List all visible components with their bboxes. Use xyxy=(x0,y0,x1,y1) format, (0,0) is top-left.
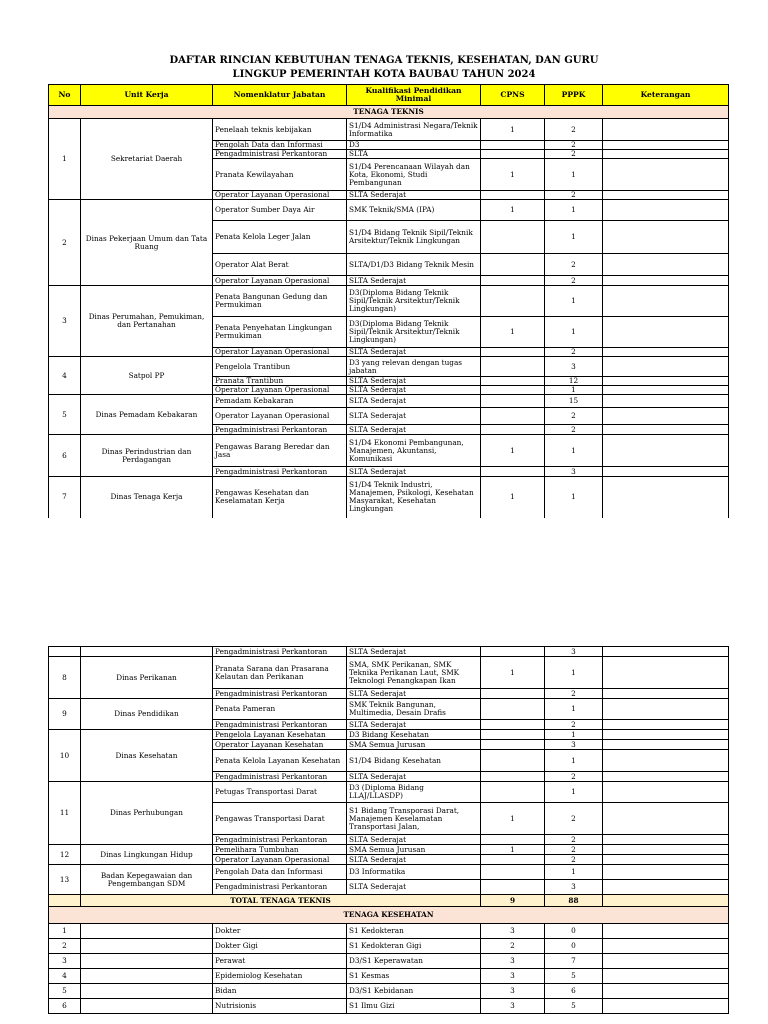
unit-kerja-cell: Dinas Lingkungan Hidup xyxy=(81,845,213,865)
kualifikasi-cell: SLTA Sederajat xyxy=(347,689,481,699)
cpns-cell xyxy=(481,386,545,395)
cpns-cell xyxy=(481,395,545,408)
keterangan-cell xyxy=(603,348,729,357)
kualifikasi-cell: SLTA xyxy=(347,150,481,159)
pppk-cell: 1 xyxy=(545,200,603,221)
cpns-cell: 3 xyxy=(481,999,545,1014)
keterangan-cell xyxy=(603,865,729,880)
table-row xyxy=(49,954,729,969)
unit-kerja-cell: Satpol PP xyxy=(81,357,213,395)
keterangan-cell xyxy=(603,200,729,221)
table-row xyxy=(49,699,729,720)
table-row xyxy=(49,119,729,141)
table-row xyxy=(49,969,729,984)
kualifikasi-cell: S1/D4 Teknik Industri, Manajemen, Psikologi, Kesehatan Masyarakat, Kesehatan Lingkungan xyxy=(347,477,481,518)
kualifikasi-cell: S1/D4 Perencanaan Wilayah dan Kota, Ekonomi, Studi Pembangunan xyxy=(347,159,481,191)
kualifikasi-cell: SLTA Sederajat xyxy=(347,425,481,435)
table-row xyxy=(49,730,729,740)
nomenklatur-cell: Operator Layanan Operasional xyxy=(213,348,347,357)
row-number: 13 xyxy=(49,865,81,895)
kualifikasi-cell: S1 Bidang Transporasi Darat, Manajemen Keselamatan Transportasi Jalan, xyxy=(347,803,481,835)
pppk-cell: 2 xyxy=(545,276,603,286)
row-number: 1 xyxy=(49,119,81,200)
pppk-cell: 3 xyxy=(545,740,603,750)
pppk-cell: 2 xyxy=(545,689,603,699)
section-label: TENAGA TEKNIS xyxy=(49,106,729,119)
row-number: 5 xyxy=(49,984,81,999)
pppk-cell: 1 xyxy=(545,865,603,880)
nomenklatur-cell: Operator Layanan Operasional xyxy=(213,386,347,395)
pppk-cell: 3 xyxy=(545,467,603,477)
keterangan-cell xyxy=(603,939,729,954)
nomenklatur-cell: Perawat xyxy=(213,954,347,969)
pppk-cell: 1 xyxy=(545,159,603,191)
cpns-cell: 1 xyxy=(481,477,545,518)
cpns-cell xyxy=(481,286,545,317)
pppk-cell: 1 xyxy=(545,317,603,348)
unit-kerja-cell: Badan Kepegawaian dan Pengembangan SDM xyxy=(81,865,213,895)
pppk-cell: 12 xyxy=(545,377,603,386)
nomenklatur-cell: Operator Sumber Daya Air xyxy=(213,200,347,221)
header-keterangan: Keterangan xyxy=(603,85,729,106)
kualifikasi-cell: SLTA Sederajat xyxy=(347,395,481,408)
nomenklatur-cell: Pengawas Kesehatan dan Keselamatan Kerja xyxy=(213,477,347,518)
row-number: 11 xyxy=(49,782,81,845)
nomenklatur-cell: Penelaah teknis kebijakan xyxy=(213,119,347,141)
table-row xyxy=(49,395,729,408)
cpns-cell xyxy=(481,425,545,435)
nomenklatur-cell: Pengawas Barang Beredar dan Jasa xyxy=(213,435,347,467)
row-number: 3 xyxy=(49,954,81,969)
kualifikasi-cell: SLTA Sederajat xyxy=(347,377,481,386)
keterangan-cell xyxy=(603,467,729,477)
cpns-cell: 1 xyxy=(481,845,545,855)
keterangan-cell xyxy=(603,141,729,150)
row-number xyxy=(49,647,81,657)
cpns-cell xyxy=(481,855,545,865)
kualifikasi-cell: S1/D4 Bidang Kesehatan xyxy=(347,750,481,772)
total-pppk: 88 xyxy=(545,895,603,907)
nomenklatur-cell: Pemelihara Tumbuhan xyxy=(213,845,347,855)
nomenklatur-cell: Pengolah Data dan Informasi xyxy=(213,865,347,880)
keterangan-cell xyxy=(603,772,729,782)
nomenklatur-cell: Pengadministrasi Perkantoran xyxy=(213,772,347,782)
keterangan-cell xyxy=(603,740,729,750)
kualifikasi-cell: SLTA Sederajat xyxy=(347,467,481,477)
keterangan-cell xyxy=(603,969,729,984)
keterangan-cell xyxy=(603,984,729,999)
keterangan-cell xyxy=(603,835,729,845)
nomenklatur-cell: Dokter xyxy=(213,924,347,939)
keterangan-cell xyxy=(603,150,729,159)
nomenklatur-cell: Pengawas Transportasi Darat xyxy=(213,803,347,835)
nomenklatur-cell: Pranata Kewilayahan xyxy=(213,159,347,191)
section-row-kesehatan xyxy=(49,907,729,924)
row-number: 1 xyxy=(49,924,81,939)
cpns-cell: 3 xyxy=(481,984,545,999)
table-row xyxy=(49,999,729,1014)
kualifikasi-cell: D3 yang relevan dengan tugas jabatan xyxy=(347,357,481,377)
pppk-cell: 5 xyxy=(545,999,603,1014)
document-title: DAFTAR RINCIAN KEBUTUHAN TENAGA TEKNIS, KESEHATAN, DAN GURU xyxy=(169,55,599,66)
requirements-table-page-1 xyxy=(48,84,729,518)
keterangan-cell xyxy=(603,254,729,276)
pppk-cell: 3 xyxy=(545,357,603,377)
cpns-cell xyxy=(481,191,545,200)
keterangan-cell xyxy=(603,357,729,377)
kualifikasi-cell: SMA Semua Jurusan xyxy=(347,845,481,855)
kualifikasi-cell: SMA Semua Jurusan xyxy=(347,740,481,750)
cpns-cell: 1 xyxy=(481,317,545,348)
nomenklatur-cell: Pranata Sarana dan Prasarana Kelautan dan Perikanan xyxy=(213,657,347,689)
keterangan-cell xyxy=(603,880,729,895)
kualifikasi-cell: S1 Kedokteran xyxy=(347,924,481,939)
nomenklatur-cell: Pengelola Layanan Kesehatan xyxy=(213,730,347,740)
row-number: 7 xyxy=(49,477,81,518)
pppk-cell: 2 xyxy=(545,191,603,200)
unit-kerja-cell xyxy=(81,954,213,969)
pppk-cell: 1 xyxy=(545,286,603,317)
pppk-cell: 1 xyxy=(545,699,603,720)
kualifikasi-cell: D3/S1 Kebidanan xyxy=(347,984,481,999)
cpns-cell xyxy=(481,740,545,750)
nomenklatur-cell: Operator Layanan Operasional xyxy=(213,855,347,865)
nomenklatur-cell: Pengadministrasi Perkantoran xyxy=(213,425,347,435)
pppk-cell: 2 xyxy=(545,150,603,159)
keterangan-cell xyxy=(603,377,729,386)
pppk-cell: 0 xyxy=(545,939,603,954)
keterangan-cell xyxy=(603,782,729,803)
kualifikasi-cell: D3 Informatika xyxy=(347,865,481,880)
cpns-cell xyxy=(481,357,545,377)
nomenklatur-cell: Operator Alat Berat xyxy=(213,254,347,276)
nomenklatur-cell: Pengadministrasi Perkantoran xyxy=(213,150,347,159)
kualifikasi-cell: SLTA Sederajat xyxy=(347,276,481,286)
kualifikasi-cell: S1 Kesmas xyxy=(347,969,481,984)
cpns-cell xyxy=(481,865,545,880)
keterangan-cell xyxy=(603,855,729,865)
kualifikasi-cell: D3 Bidang Kesehatan xyxy=(347,730,481,740)
unit-kerja-cell: Dinas Perumahan, Pemukiman, dan Pertanahan xyxy=(81,286,213,357)
nomenklatur-cell: Petugas Transportasi Darat xyxy=(213,782,347,803)
nomenklatur-cell: Pengadministrasi Perkantoran xyxy=(213,835,347,845)
pppk-cell: 2 xyxy=(545,855,603,865)
keterangan-cell xyxy=(603,317,729,348)
row-number: 12 xyxy=(49,845,81,865)
unit-kerja-cell xyxy=(81,939,213,954)
cpns-cell xyxy=(481,276,545,286)
cpns-cell: 1 xyxy=(481,803,545,835)
keterangan-cell xyxy=(603,408,729,425)
pppk-cell: 2 xyxy=(545,772,603,782)
kualifikasi-cell: S1/D4 Administrasi Negara/Teknik Informatika xyxy=(347,119,481,141)
header-cpns: CPNS xyxy=(481,85,545,106)
kualifikasi-cell: SLTA Sederajat xyxy=(347,772,481,782)
nomenklatur-cell: Operator Layanan Operasional xyxy=(213,276,347,286)
pppk-cell: 1 xyxy=(545,435,603,467)
table-row xyxy=(49,984,729,999)
unit-kerja-cell: Dinas Perikanan xyxy=(81,657,213,699)
cpns-cell: 1 xyxy=(481,119,545,141)
nomenklatur-cell: Penata Pameran xyxy=(213,699,347,720)
kualifikasi-cell: SMK Teknik/SMA (IPA) xyxy=(347,200,481,221)
cpns-cell: 2 xyxy=(481,939,545,954)
table-row xyxy=(49,435,729,467)
kualifikasi-cell: S1 Ilmu Gizi xyxy=(347,999,481,1014)
keterangan-cell xyxy=(603,477,729,518)
pppk-cell: 2 xyxy=(545,845,603,855)
nomenklatur-cell: Pengadministrasi Perkantoran xyxy=(213,467,347,477)
cpns-cell: 1 xyxy=(481,435,545,467)
cpns-cell xyxy=(481,647,545,657)
cpns-cell xyxy=(481,348,545,357)
keterangan-cell xyxy=(603,286,729,317)
unit-kerja-cell xyxy=(81,924,213,939)
pppk-cell: 2 xyxy=(545,720,603,730)
pppk-cell: 2 xyxy=(545,119,603,141)
unit-kerja-cell: Dinas Kesehatan xyxy=(81,730,213,782)
unit-kerja-cell: Dinas Perindustrian dan Perdagangan xyxy=(81,435,213,477)
keterangan-cell xyxy=(603,720,729,730)
row-number: 10 xyxy=(49,730,81,782)
nomenklatur-cell: Pengolah Data dan Informasi xyxy=(213,141,347,150)
keterangan-cell xyxy=(603,657,729,689)
nomenklatur-cell: Epidemiolog Kesehatan xyxy=(213,969,347,984)
row-number: 6 xyxy=(49,999,81,1014)
unit-kerja-cell xyxy=(81,969,213,984)
pppk-cell: 1 xyxy=(545,221,603,254)
cpns-cell: 1 xyxy=(481,159,545,191)
kualifikasi-cell: SLTA Sederajat xyxy=(347,720,481,730)
pppk-cell: 0 xyxy=(545,924,603,939)
nomenklatur-cell: Pengadministrasi Perkantoran xyxy=(213,647,347,657)
row-number: 2 xyxy=(49,200,81,286)
kualifikasi-cell: SLTA Sederajat xyxy=(347,191,481,200)
row-number: 4 xyxy=(49,357,81,395)
keterangan-cell xyxy=(603,386,729,395)
table-row xyxy=(49,939,729,954)
nomenklatur-cell: Pengadministrasi Perkantoran xyxy=(213,880,347,895)
cpns-cell: 1 xyxy=(481,657,545,689)
keterangan-cell xyxy=(603,276,729,286)
keterangan-cell xyxy=(603,730,729,740)
kualifikasi-cell: SMA, SMK Perikanan, SMK Teknika Perikanan Laut, SMK Teknologi Penangkapan Ikan xyxy=(347,657,481,689)
cpns-cell xyxy=(481,782,545,803)
kualifikasi-cell: SLTA Sederajat xyxy=(347,835,481,845)
kualifikasi-cell: S1/D4 Ekonomi Pembangunan, Manajemen, Akuntansi, Komunikasi xyxy=(347,435,481,467)
nomenklatur-cell: Penata Bangunan Gedung dan Permukiman xyxy=(213,286,347,317)
table-row xyxy=(49,477,729,518)
header-pppk: PPPK xyxy=(545,85,603,106)
keterangan-cell xyxy=(603,689,729,699)
table-row xyxy=(49,657,729,689)
kualifikasi-cell: S1/D4 Bidang Teknik Sipil/Teknik Arsitektur/Teknik Lingkungan xyxy=(347,221,481,254)
pppk-cell: 1 xyxy=(545,477,603,518)
keterangan-cell xyxy=(603,803,729,835)
pppk-cell: 2 xyxy=(545,254,603,276)
cpns-cell: 3 xyxy=(481,924,545,939)
kualifikasi-cell: SLTA/D1/D3 Bidang Teknik Mesin xyxy=(347,254,481,276)
row-number: 3 xyxy=(49,286,81,357)
table-row xyxy=(49,647,729,657)
header-nomenklatur-jabatan: Nomenklatur Jabatan xyxy=(213,85,347,106)
pppk-cell: 2 xyxy=(545,141,603,150)
unit-kerja-cell: Dinas Pendidikan xyxy=(81,699,213,730)
pppk-cell: 1 xyxy=(545,782,603,803)
cpns-cell: 1 xyxy=(481,200,545,221)
header-unit-kerja: Unit Kerja xyxy=(81,85,213,106)
keterangan-cell xyxy=(603,845,729,855)
unit-kerja-cell xyxy=(81,647,213,657)
kualifikasi-cell: D3(Diploma Bidang Teknik Sipil/Teknik Arsitektur/Teknik Lingkungan) xyxy=(347,286,481,317)
pppk-cell: 1 xyxy=(545,750,603,772)
kualifikasi-cell: SMK Teknik Bangunan, Multimedia, Desain Drafis xyxy=(347,699,481,720)
table-row xyxy=(49,200,729,221)
pppk-cell: 5 xyxy=(545,969,603,984)
pppk-cell: 3 xyxy=(545,647,603,657)
nomenklatur-cell: Pengadministrasi Perkantoran xyxy=(213,689,347,699)
cpns-cell xyxy=(481,150,545,159)
keterangan-cell xyxy=(603,221,729,254)
pppk-cell: 15 xyxy=(545,395,603,408)
table-row xyxy=(49,782,729,803)
table-row xyxy=(49,286,729,317)
cpns-cell xyxy=(481,408,545,425)
unit-kerja-cell xyxy=(81,984,213,999)
table-row xyxy=(49,357,729,377)
pppk-cell: 2 xyxy=(545,408,603,425)
cpns-cell xyxy=(481,467,545,477)
cpns-cell xyxy=(481,750,545,772)
pppk-cell: 1 xyxy=(545,657,603,689)
pppk-cell: 2 xyxy=(545,803,603,835)
kualifikasi-cell: SLTA Sederajat xyxy=(347,348,481,357)
cpns-cell xyxy=(481,880,545,895)
header-no: No xyxy=(49,85,81,106)
nomenklatur-cell: Penata Kelola Layanan Kesehatan xyxy=(213,750,347,772)
keterangan-cell xyxy=(603,647,729,657)
cpns-cell xyxy=(481,141,545,150)
cpns-cell xyxy=(481,699,545,720)
nomenklatur-cell: Pemadam Kebakaran xyxy=(213,395,347,408)
pppk-cell: 3 xyxy=(545,880,603,895)
row-number: 6 xyxy=(49,435,81,477)
pppk-cell: 2 xyxy=(545,425,603,435)
keterangan-cell xyxy=(603,191,729,200)
kualifikasi-cell: SLTA Sederajat xyxy=(347,880,481,895)
kualifikasi-cell: SLTA Sederajat xyxy=(347,855,481,865)
document-subtitle: LINGKUP PEMERINTAH KOTA BAUBAU TAHUN 2024 xyxy=(232,69,536,80)
pppk-cell: 6 xyxy=(545,984,603,999)
nomenklatur-cell: Pranata Trantibun xyxy=(213,377,347,386)
keterangan-cell xyxy=(603,119,729,141)
pppk-cell: 1 xyxy=(545,386,603,395)
kualifikasi-cell: D3 xyxy=(347,141,481,150)
section-label: TENAGA KESEHATAN xyxy=(49,907,729,924)
kualifikasi-cell: D3 (Diploma Bidang LLAJ/LLASDP) xyxy=(347,782,481,803)
table-row xyxy=(49,865,729,880)
unit-kerja-cell xyxy=(81,999,213,1014)
keterangan-cell xyxy=(603,159,729,191)
kualifikasi-cell: SLTA Sederajat xyxy=(347,647,481,657)
cpns-cell: 3 xyxy=(481,969,545,984)
unit-kerja-cell: Dinas Pekerjaan Umum dan Tata Ruang xyxy=(81,200,213,286)
row-number: 5 xyxy=(49,395,81,435)
table-row xyxy=(49,845,729,855)
keterangan-cell xyxy=(603,924,729,939)
keterangan-cell xyxy=(603,954,729,969)
nomenklatur-cell: Bidan xyxy=(213,984,347,999)
unit-kerja-cell: Dinas Tenaga Kerja xyxy=(81,477,213,518)
nomenklatur-cell: Pengadministrasi Perkantoran xyxy=(213,720,347,730)
nomenklatur-cell: Nutrisionis xyxy=(213,999,347,1014)
unit-kerja-cell: Sekretariat Daerah xyxy=(81,119,213,200)
unit-kerja-cell: Dinas Perhubungan xyxy=(81,782,213,845)
cpns-cell xyxy=(481,377,545,386)
cpns-cell xyxy=(481,720,545,730)
keterangan-cell xyxy=(603,699,729,720)
nomenklatur-cell: Penata Kelola Leger Jalan xyxy=(213,221,347,254)
total-blank xyxy=(49,895,81,907)
cpns-cell xyxy=(481,730,545,740)
nomenklatur-cell: Penata Penyehatan Lingkungan Permukiman xyxy=(213,317,347,348)
cpns-cell: 3 xyxy=(481,954,545,969)
row-number: 9 xyxy=(49,699,81,730)
header-kualifikasi: Kualifikasi Pendidikan Minimal xyxy=(347,85,481,106)
row-number: 2 xyxy=(49,939,81,954)
pppk-cell: 1 xyxy=(545,730,603,740)
pppk-cell: 2 xyxy=(545,835,603,845)
row-number: 8 xyxy=(49,657,81,699)
table-header-row xyxy=(49,85,729,106)
keterangan-cell xyxy=(603,425,729,435)
cpns-cell xyxy=(481,772,545,782)
nomenklatur-cell: Operator Layanan Operasional xyxy=(213,408,347,425)
total-teknis-row xyxy=(49,895,729,907)
nomenklatur-cell: Operator Layanan Kesehatan xyxy=(213,740,347,750)
nomenklatur-cell: Pengelola Trantibun xyxy=(213,357,347,377)
cpns-cell xyxy=(481,254,545,276)
keterangan-cell xyxy=(603,999,729,1014)
cpns-cell xyxy=(481,689,545,699)
keterangan-cell xyxy=(603,750,729,772)
section-row-teknis xyxy=(49,106,729,119)
nomenklatur-cell: Operator Layanan Operasional xyxy=(213,191,347,200)
kualifikasi-cell: SLTA Sederajat xyxy=(347,386,481,395)
keterangan-cell xyxy=(603,395,729,408)
kualifikasi-cell: D3(Diploma Bidang Teknik Sipil/Teknik Arsitektur/Teknik Lingkungan) xyxy=(347,317,481,348)
kualifikasi-cell: SLTA Sederajat xyxy=(347,408,481,425)
kualifikasi-cell: S1 Kedokteran Gigi xyxy=(347,939,481,954)
cpns-cell xyxy=(481,835,545,845)
unit-kerja-cell: Dinas Pemadam Kebakaran xyxy=(81,395,213,435)
cpns-cell xyxy=(481,221,545,254)
pppk-cell: 7 xyxy=(545,954,603,969)
row-number: 4 xyxy=(49,969,81,984)
total-cpns: 9 xyxy=(481,895,545,907)
table-row xyxy=(49,924,729,939)
pppk-cell: 2 xyxy=(545,348,603,357)
nomenklatur-cell: Dokter Gigi xyxy=(213,939,347,954)
kualifikasi-cell: D3/S1 Keperawatan xyxy=(347,954,481,969)
total-keterangan xyxy=(603,895,729,907)
total-label: TOTAL TENAGA TEKNIS xyxy=(81,895,481,907)
requirements-table-page-2 xyxy=(48,646,729,1014)
keterangan-cell xyxy=(603,435,729,467)
